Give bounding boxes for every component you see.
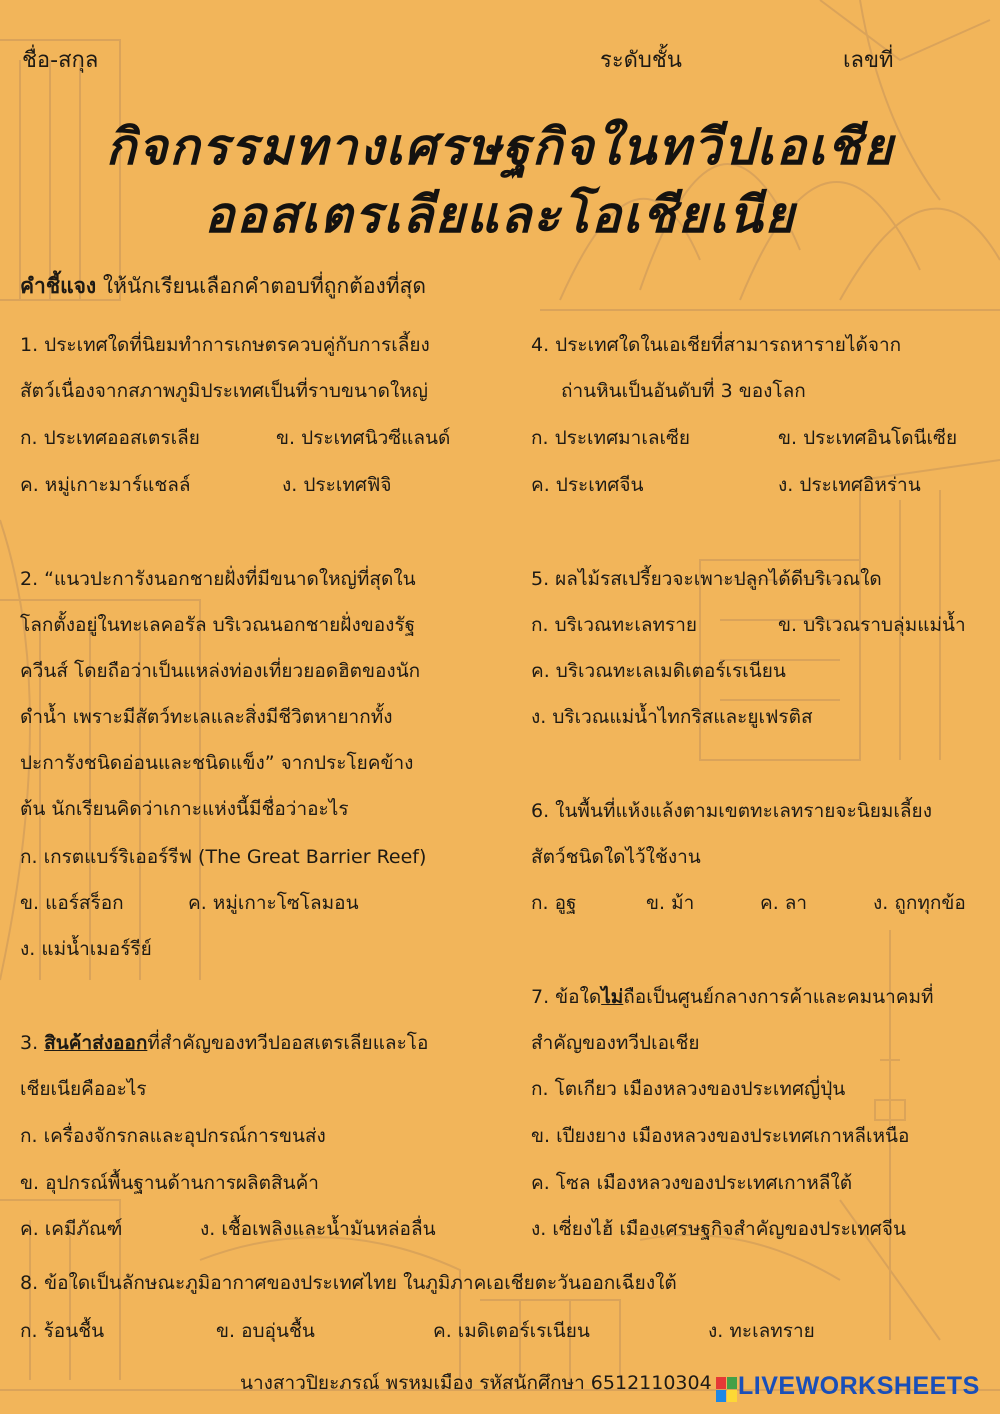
q6-choice-c[interactable]: ค. ลา (760, 892, 808, 914)
q4-choice-a[interactable]: ก. ประเทศมาเลเซีย (531, 427, 690, 449)
q3-stem-line-2: เชียเนียคืออะไร (20, 1078, 147, 1100)
liveworksheets-wordmark: LIVEWORKSHEETS (738, 1372, 980, 1400)
q7-choice-a[interactable]: ก. โตเกียว เมืองหลวงของประเทศญี่ปุ่น (531, 1078, 846, 1100)
worksheet-title-line-2: ออสเตรเลียและโอเชียเนีย (204, 186, 796, 244)
q5-choice-a[interactable]: ก. บริเวณทะเลทราย (531, 614, 698, 636)
instructions-label: คำชี้แจง (20, 274, 97, 298)
q7-underlined-keyword: ไม่ (601, 986, 624, 1008)
q7-stem-prefix: 7. ข้อใด (531, 986, 602, 1008)
q2-stem-line-6: ต้น นักเรียนคิดว่าเกาะแห่งนี้มีชื่อว่าอะไร (20, 798, 349, 820)
q7-choice-b[interactable]: ข. เปียงยาง เมืองหลวงของประเทศเกาหลีเหนือ (531, 1125, 910, 1147)
q2-stem-line-2: โลกตั้งอยู่ในทะเลคอรัล บริเวณนอกชายฝั่งของรัฐ (20, 614, 416, 636)
q3-choice-c[interactable]: ค. เคมีภัณฑ์ (20, 1218, 123, 1240)
q7-choice-d[interactable]: ง. เซี่ยงไฮ้ เมืองเศรษฐกิจสำคัญของประเทศจีน (531, 1218, 906, 1240)
q6-choice-b[interactable]: ข. ม้า (646, 892, 695, 914)
q6-stem-line-2: สัตว์ชนิดใดไว้ใช้งาน (531, 846, 701, 868)
q2-stem-line-3: ควีนส์ โดยถือว่าเป็นแหล่งท่องเที่ยวยอดฮิตของนัก (20, 660, 421, 682)
q2-choice-c[interactable]: ค. หมู่เกาะโซโลมอน (188, 892, 359, 914)
q6-choice-a[interactable]: ก. อูฐ (531, 892, 577, 914)
q3-underlined-keyword: สินค้าส่งออก (44, 1032, 148, 1054)
q3-stem-line-1 (20, 1028, 428, 1058)
q4-choice-c[interactable]: ค. ประเทศจีน (531, 474, 644, 496)
q1-choice-c[interactable]: ค. หมู่เกาะมาร์แชลล์ (20, 474, 191, 496)
q3-choice-b[interactable]: ข. อุปกรณ์พื้นฐานด้านการผลิตสินค้า (20, 1172, 319, 1194)
q5-choice-c[interactable]: ค. บริเวณทะเลเมดิเตอร์เรเนียน (531, 660, 786, 682)
q3-choice-d[interactable]: ง. เชื้อเพลิงและน้ำมันหล่อลื่น (200, 1218, 436, 1240)
q4-choice-b[interactable]: ข. ประเทศอินโดนีเซีย (778, 427, 958, 449)
worksheet-title-line-1: กิจกรรมทางเศรษฐกิจในทวีปเอเชีย (105, 118, 895, 176)
q2-choice-b[interactable]: ข. แอร์สร็อก (20, 892, 124, 914)
q4-choice-d[interactable]: ง. ประเทศอิหร่าน (778, 474, 921, 496)
q2-stem-line-1: 2. “แนวปะการังนอกชายฝั่งที่มีขนาดใหญ่ที่สุดใน (20, 568, 416, 590)
q5-choice-d[interactable]: ง. บริเวณแม่น้ำไทกริสและยูเฟรติส (531, 706, 813, 728)
q8-choice-b[interactable]: ข. อบอุ่นชื้น (216, 1320, 315, 1342)
q5-stem-line-1: 5. ผลไม้รสเปรี้ยวจะเพาะปลูกได้ดีบริเวณใด (531, 568, 882, 590)
q8-choice-d[interactable]: ง. ทะเลทราย (708, 1320, 815, 1342)
q1-choice-a[interactable]: ก. ประเทศออสเตรเลีย (20, 427, 200, 449)
name-label: ชื่อ-สกุล (22, 48, 99, 73)
q8-choice-c[interactable]: ค. เมดิเตอร์เรเนียน (433, 1320, 590, 1342)
q7-stem-line-2: สำคัญของทวีปเอเชีย (531, 1032, 700, 1054)
q1-stem-line-1: 1. ประเทศใดที่นิยมทำการเกษตรควบคู่กับการเลี้ยง (20, 334, 430, 356)
q1-choice-b[interactable]: ข. ประเทศนิวซีแลนด์ (276, 427, 451, 449)
q6-choice-d[interactable]: ง. ถูกทุกข้อ (873, 892, 966, 914)
q8-stem-line-1: 8. ข้อใดเป็นลักษณะภูมิอากาศของประเทศไทย ในภูมิภาคเอเชียตะวันออกเฉียงใต้ (20, 1272, 677, 1294)
q4-stem-line-1: 4. ประเทศใดในเอเชียที่สามารถหารายได้จาก (531, 334, 902, 356)
number-label: เลขที่ (843, 48, 894, 73)
instructions (20, 270, 426, 303)
q3-stem-rest: ที่สำคัญของทวีปออสเตรเลียและโอ (147, 1032, 429, 1054)
q1-stem-line-2: สัตว์เนื่องจากสภาพภูมิประเทศเป็นที่ราบขนาดใหญ่ (20, 380, 428, 402)
q2-choice-a[interactable]: ก. เกรตแบร์ริเออร์รีฟ (The Great Barrier Reef) (20, 846, 427, 868)
q4-stem-line-2: ถ่านหินเป็นอันดับที่ 3 ของโลก (561, 380, 806, 402)
q3-number: 3. (20, 1032, 45, 1054)
q3-choice-a[interactable]: ก. เครื่องจักรกลและอุปกรณ์การขนส่ง (20, 1125, 326, 1147)
q6-stem-line-1: 6. ในพื้นที่แห้งแล้งตามเขตทะเลทรายจะนิยมเลี้ยง (531, 800, 932, 822)
q1-choice-d[interactable]: ง. ประเทศฟิจิ (282, 474, 392, 496)
q2-stem-line-5: ปะการังชนิดอ่อนและชนิดแข็ง” จากประโยคข้าง (20, 752, 414, 774)
liveworksheets-brand (716, 1372, 980, 1403)
liveworksheets-logo-icon (716, 1377, 738, 1403)
q8-choice-a[interactable]: ก. ร้อนชื้น (20, 1320, 105, 1342)
q7-choice-c[interactable]: ค. โซล เมืองหลวงของประเทศเกาหลีใต้ (531, 1172, 853, 1194)
q7-stem-line-1 (531, 982, 934, 1012)
q5-choice-b[interactable]: ข. บริเวณราบลุ่มแม่น้ำ (778, 614, 966, 636)
grade-label: ระดับชั้น (600, 48, 682, 73)
instructions-text: ให้นักเรียนเลือกคำตอบที่ถูกต้องที่สุด (96, 274, 427, 298)
author-credit: นางสาวปิยะภรณ์ พรหมเมือง รหัสนักศึกษา 6512110304 (240, 1372, 712, 1394)
q2-stem-line-4: ดำน้ำ เพราะมีสัตว์ทะเลและสิ่งมีชีวิตหายากทั้ง (20, 706, 393, 728)
q7-stem-rest: ถือเป็นศูนย์กลางการค้าและคมนาคมที่ (623, 986, 934, 1008)
q2-choice-d[interactable]: ง. แม่น้ำเมอร์รีย์ (20, 938, 152, 960)
